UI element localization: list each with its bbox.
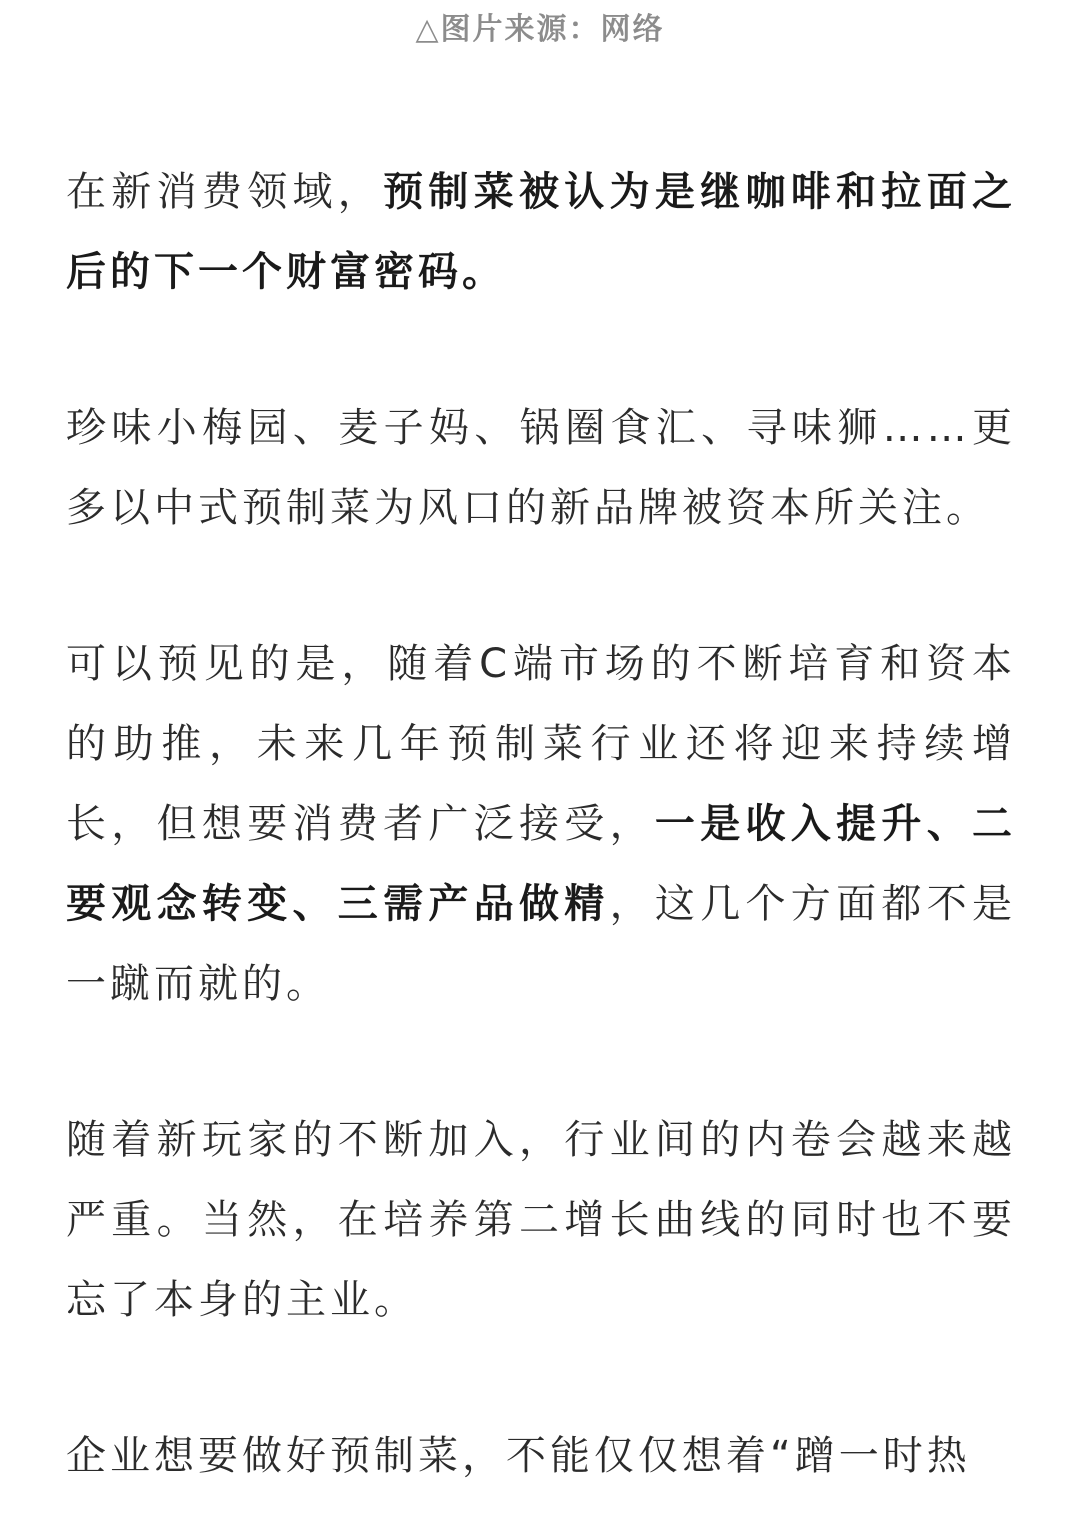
paragraph-1 xyxy=(66,152,1016,312)
paragraph-5-text: 企业想要做好预制菜，不能仅仅想着“蹭一时热 xyxy=(66,1433,971,1479)
paragraph-3-text: 可以预见的是，随着C端市场的不断培育和资本的助推，未来几年预制菜行业还将迎来持续增长，但想要消费者广泛接受， xyxy=(66,641,1016,847)
paragraph-3 xyxy=(66,624,1016,1024)
paragraph-2-text: 珍味小梅园、麦子妈、锅圈食汇、寻味狮……更多以中式预制菜为风口的新品牌被资本所关注。 xyxy=(66,405,1016,531)
paragraph-2 xyxy=(66,388,1016,548)
image-source-caption: △图片来源：网络 xyxy=(415,12,665,47)
paragraph-5 xyxy=(66,1416,1016,1496)
paragraph-3-bold-text: 一是收入提升、二要观念转变、三需产品做精 xyxy=(66,801,1017,927)
paragraph-3-tail-text: ，这几个方面都不是一蹴而就的。 xyxy=(66,881,1017,1007)
paragraph-4-text: 随着新玩家的不断加入，行业间的内卷会越来越严重。当然，在培养第二增长曲线的同时也不要忘了本身的主业。 xyxy=(66,1117,1016,1323)
paragraph-1-bold-text: 预制菜被认为是继咖啡和拉面之后的下一个财富密码。 xyxy=(66,169,1017,295)
article-body xyxy=(66,152,1016,1496)
paragraph-1-text: 在新消费领域， xyxy=(66,169,384,215)
paragraph-4 xyxy=(66,1100,1016,1340)
